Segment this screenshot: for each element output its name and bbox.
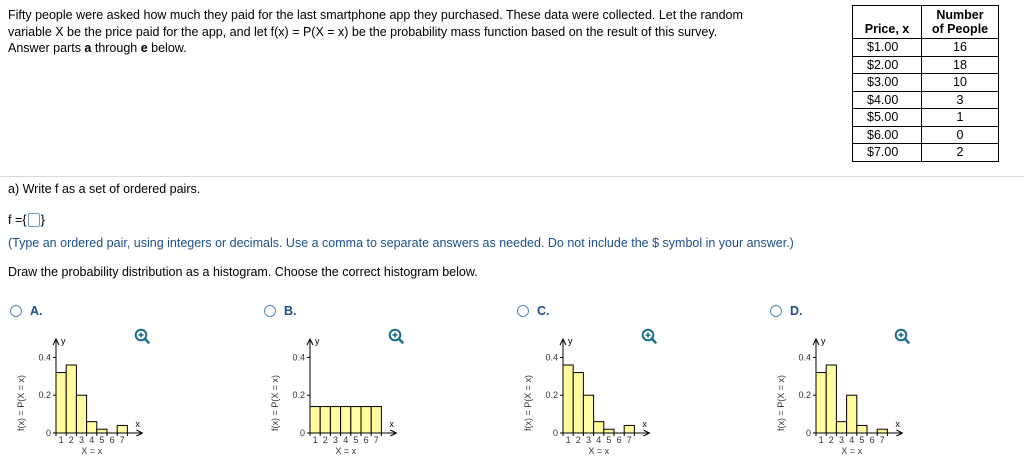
x-tick-label: 7 bbox=[879, 435, 885, 445]
y-tick-label: 0 bbox=[299, 428, 305, 438]
problem-statement bbox=[8, 7, 833, 57]
x-tick-label: 1 bbox=[312, 435, 318, 445]
radio-d[interactable] bbox=[770, 305, 782, 317]
table-row: $2.00 18 bbox=[853, 56, 999, 74]
x-axis-label: X = x bbox=[841, 446, 863, 456]
count-column-header: Number of People bbox=[922, 6, 999, 39]
x-tick-label: 5 bbox=[859, 435, 865, 445]
histogram-bar-7 bbox=[624, 425, 634, 433]
x-tick-label: 7 bbox=[119, 435, 125, 445]
x-tick-label: 6 bbox=[869, 435, 875, 445]
x-tick-label: 7 bbox=[373, 435, 379, 445]
problem-line-2: variable X be the price paid for the app, and let f(x) = P(X = x) be the probability mass function based on the result of this survey. bbox=[8, 24, 718, 39]
y-tick-label: 0.4 bbox=[545, 352, 558, 363]
x-tick-label: 3 bbox=[78, 435, 85, 445]
problem-line-1: Fifty people were asked how much they paid for the last smartphone app they purchased. These data were collected. Let the random bbox=[8, 8, 743, 22]
data-table bbox=[852, 5, 999, 162]
y-axis-var: y bbox=[568, 336, 573, 346]
histogram-bar-7 bbox=[877, 429, 887, 433]
x-axis-var: x bbox=[389, 419, 394, 429]
histogram-bar-1 bbox=[563, 365, 573, 433]
x-tick-label: 6 bbox=[109, 435, 115, 445]
table-row: $5.00 1 bbox=[853, 109, 999, 127]
histogram-d bbox=[770, 328, 920, 463]
histogram-instruction: Draw the probability distribution as a histogram. Choose the correct histogram below. bbox=[8, 265, 478, 279]
y-tick-label: 0 bbox=[552, 428, 558, 438]
histogram-bar-1 bbox=[56, 373, 66, 433]
histogram-bar-4 bbox=[594, 422, 604, 433]
f-answer-line bbox=[8, 212, 45, 227]
option-b-label[interactable]: B. bbox=[264, 304, 297, 318]
y-axis-label: f(x) = P(X = x) bbox=[270, 374, 280, 432]
y-tick-label: 0 bbox=[45, 428, 51, 438]
histogram-bar-2 bbox=[573, 373, 583, 433]
y-tick-label: 0.2 bbox=[38, 390, 51, 401]
histogram-bar-2 bbox=[66, 365, 76, 433]
option-c-label[interactable]: C. bbox=[517, 304, 550, 318]
answer-hint: (Type an ordered pair, using integers or decimals. Use a comma to separate answers as needed. Do not include the $ symbol in your answer.) bbox=[8, 236, 794, 250]
histogram-c bbox=[517, 328, 667, 463]
histogram-bar-5 bbox=[97, 429, 107, 433]
histogram-bar-3 bbox=[76, 395, 86, 433]
section-divider bbox=[0, 176, 1024, 177]
x-tick-label: 7 bbox=[626, 435, 632, 445]
brace-close: } bbox=[40, 212, 45, 227]
option-a-label[interactable]: A. bbox=[10, 304, 43, 318]
part-a-question: a) Write f as a set of ordered pairs. bbox=[8, 182, 201, 196]
y-tick-label: 0.4 bbox=[798, 352, 811, 363]
x-tick-label: 2 bbox=[575, 435, 581, 445]
option-d-label[interactable]: D. bbox=[770, 304, 803, 318]
x-tick-label: 4 bbox=[596, 435, 602, 445]
x-tick-label: 1 bbox=[818, 435, 824, 445]
x-tick-label: 5 bbox=[99, 435, 105, 445]
histogram-bar-3 bbox=[836, 422, 846, 433]
table-row: $1.00 16 bbox=[853, 39, 999, 57]
f-prefix: f = bbox=[8, 212, 23, 227]
table-row: $3.00 10 bbox=[853, 74, 999, 92]
histogram-a bbox=[10, 328, 160, 463]
histogram-bar-2 bbox=[826, 365, 836, 433]
histogram-b bbox=[264, 328, 414, 463]
histogram-bar-5 bbox=[351, 407, 361, 433]
histogram-bar-4 bbox=[87, 422, 97, 433]
x-axis-label: X = x bbox=[81, 446, 103, 456]
y-axis-label: f(x) = P(X = x) bbox=[16, 374, 26, 432]
x-tick-label: 5 bbox=[353, 435, 359, 445]
option-c[interactable] bbox=[517, 304, 757, 469]
table-row: $4.00 3 bbox=[853, 91, 999, 109]
ordered-pairs-input[interactable] bbox=[28, 213, 40, 227]
option-d[interactable] bbox=[770, 304, 1010, 469]
histogram-bar-6 bbox=[361, 407, 371, 433]
y-tick-label: 0.4 bbox=[38, 352, 51, 363]
x-tick-label: 3 bbox=[332, 435, 339, 445]
option-a[interactable] bbox=[10, 304, 250, 469]
histogram-bar-1 bbox=[816, 373, 826, 433]
brace-open: { bbox=[22, 212, 27, 227]
problem-line-3: Answer parts a through e below. bbox=[8, 41, 187, 55]
x-axis-label: X = x bbox=[588, 446, 610, 456]
y-tick-label: 0.2 bbox=[798, 390, 811, 401]
histogram-bar-4 bbox=[341, 407, 351, 433]
histogram-bar-4 bbox=[847, 395, 857, 433]
x-axis-var: x bbox=[642, 419, 647, 429]
y-axis-label: f(x) = P(X = x) bbox=[523, 374, 533, 432]
y-axis-var: y bbox=[821, 336, 826, 346]
price-column-header: Price, x bbox=[853, 6, 922, 39]
x-tick-label: 4 bbox=[849, 435, 855, 445]
radio-c[interactable] bbox=[517, 305, 529, 317]
x-axis-var: x bbox=[135, 419, 140, 429]
x-tick-label: 6 bbox=[363, 435, 369, 445]
x-tick-label: 6 bbox=[616, 435, 622, 445]
y-tick-label: 0.4 bbox=[292, 352, 305, 363]
x-axis-label: X = x bbox=[335, 446, 357, 456]
x-tick-label: 2 bbox=[828, 435, 834, 445]
x-axis-var: x bbox=[895, 419, 900, 429]
y-axis-var: y bbox=[315, 336, 320, 346]
histogram-bar-3 bbox=[330, 407, 340, 433]
option-b[interactable] bbox=[264, 304, 504, 469]
histogram-bar-1 bbox=[310, 407, 320, 433]
x-tick-label: 1 bbox=[58, 435, 64, 445]
x-tick-label: 2 bbox=[68, 435, 74, 445]
y-axis-label: f(x) = P(X = x) bbox=[776, 374, 786, 432]
y-tick-label: 0.2 bbox=[545, 390, 558, 401]
y-tick-label: 0.2 bbox=[292, 390, 305, 401]
x-tick-label: 5 bbox=[606, 435, 612, 445]
histogram-bar-7 bbox=[371, 407, 381, 433]
table-row: $7.00 2 bbox=[853, 144, 999, 162]
y-axis-var: y bbox=[61, 336, 66, 346]
histogram-bar-5 bbox=[604, 429, 614, 433]
table-row: $6.00 0 bbox=[853, 126, 999, 144]
y-tick-label: 0 bbox=[805, 428, 811, 438]
histogram-bar-3 bbox=[583, 395, 593, 433]
x-tick-label: 4 bbox=[343, 435, 349, 445]
histogram-bar-7 bbox=[117, 425, 127, 433]
x-tick-label: 3 bbox=[585, 435, 592, 445]
histogram-bar-2 bbox=[320, 407, 330, 433]
radio-a[interactable] bbox=[10, 305, 22, 317]
x-tick-label: 1 bbox=[565, 435, 571, 445]
x-tick-label: 4 bbox=[89, 435, 95, 445]
radio-b[interactable] bbox=[264, 305, 276, 317]
histogram-bar-5 bbox=[857, 425, 867, 433]
x-tick-label: 2 bbox=[322, 435, 328, 445]
x-tick-label: 3 bbox=[838, 435, 845, 445]
